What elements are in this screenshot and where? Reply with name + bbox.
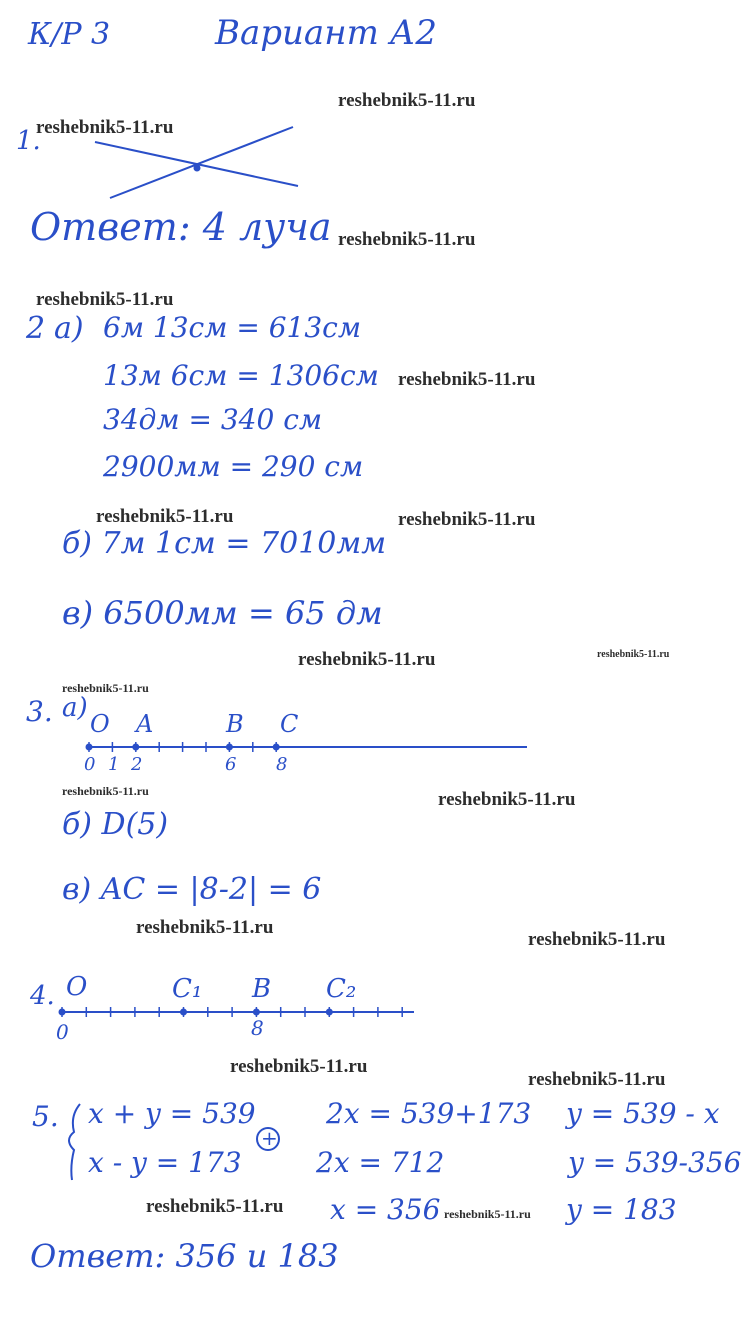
- point-label-O: O: [90, 710, 110, 738]
- solution-col2-line3: x = 356: [330, 1193, 441, 1226]
- watermark: reshebnik5-11.ru: [298, 649, 436, 670]
- watermark: reshebnik5-11.ru: [230, 1056, 368, 1077]
- task1-answer: Ответ: 4 луча: [30, 205, 332, 249]
- watermark: reshebnik5-11.ru: [398, 509, 536, 530]
- task2-a-line-2: 13м 6см = 1306см: [103, 359, 379, 392]
- watermark: reshebnik5-11.ru: [338, 229, 476, 250]
- point-label-C: C: [280, 710, 299, 738]
- coord-label-1: 1: [108, 754, 120, 775]
- point-label-B-task4: B: [252, 974, 272, 1004]
- watermark: reshebnik5-11.ru: [444, 1207, 531, 1221]
- watermark: reshebnik5-11.ru: [528, 1069, 666, 1090]
- watermark: reshebnik5-11.ru: [528, 929, 666, 950]
- equation-2: x - y = 173: [88, 1146, 242, 1179]
- task2-a-label: а): [54, 311, 84, 346]
- task2-b-line: б) 7м 1см = 7010мм: [62, 526, 387, 561]
- task5-number: 5.: [32, 1100, 59, 1133]
- coord-label-2: 2: [131, 754, 143, 775]
- task3-c-line: в) AC = |8-2| = 6: [62, 872, 322, 907]
- point-label-A: A: [136, 710, 154, 738]
- task4-number: 4.: [30, 981, 55, 1011]
- task4-coord-8: 8: [251, 1016, 264, 1040]
- watermark: reshebnik5-11.ru: [136, 917, 274, 938]
- watermark: reshebnik5-11.ru: [36, 117, 174, 138]
- watermark: reshebnik5-11.ru: [96, 506, 234, 527]
- task3-number: 3.: [26, 695, 53, 728]
- solution-col3-line3: y = 183: [566, 1193, 677, 1226]
- coord-label-6: 6: [225, 754, 237, 775]
- solution-col3-line1: y = 539 - x: [566, 1097, 720, 1130]
- task2-a-line-4: 2900мм = 290 см: [103, 450, 364, 483]
- variant-title: Вариант А2: [215, 13, 438, 53]
- point-label-B: B: [226, 710, 244, 738]
- watermark: reshebnik5-11.ru: [338, 90, 476, 111]
- point-label-C2: C₂: [326, 974, 357, 1004]
- task2-a-line-3: 34дм = 340 см: [103, 403, 323, 436]
- watermark: reshebnik5-11.ru: [62, 784, 149, 798]
- solution-col2-line2: 2x = 712: [316, 1146, 445, 1179]
- plus-sign: +: [261, 1126, 278, 1150]
- watermark: reshebnik5-11.ru: [62, 681, 149, 695]
- task4-coord-0: 0: [56, 1020, 69, 1044]
- work-title: К/Р 3: [28, 17, 111, 52]
- task3-b-line: б) D(5): [62, 807, 169, 842]
- solution-col3-line2: y = 539-356: [568, 1146, 742, 1179]
- task1-number: 1.: [16, 126, 41, 156]
- coord-label-8: 8: [276, 754, 288, 775]
- watermark: reshebnik5-11.ru: [36, 289, 174, 310]
- equation-1: x + y = 539: [88, 1097, 256, 1130]
- watermark: reshebnik5-11.ru: [398, 369, 536, 390]
- task3-a-label: а): [62, 693, 88, 723]
- task2-a-line-1: 6м 13см = 613см: [103, 311, 362, 344]
- watermark: reshebnik5-11.ru: [597, 649, 670, 660]
- point-label-O-task4: O: [66, 972, 88, 1002]
- point-label-C1: C₁: [172, 974, 203, 1004]
- task2-number: 2: [26, 311, 46, 346]
- watermark: reshebnik5-11.ru: [146, 1196, 284, 1217]
- task2-c-line: в) 6500мм = 65 дм: [62, 594, 383, 632]
- solution-col2-line1: 2x = 539+173: [326, 1097, 532, 1130]
- system-brace-path: [69, 1104, 80, 1180]
- coord-label-0: 0: [84, 754, 96, 775]
- watermark: reshebnik5-11.ru: [438, 789, 576, 810]
- task5-answer: Ответ: 356 и 183: [30, 1237, 339, 1275]
